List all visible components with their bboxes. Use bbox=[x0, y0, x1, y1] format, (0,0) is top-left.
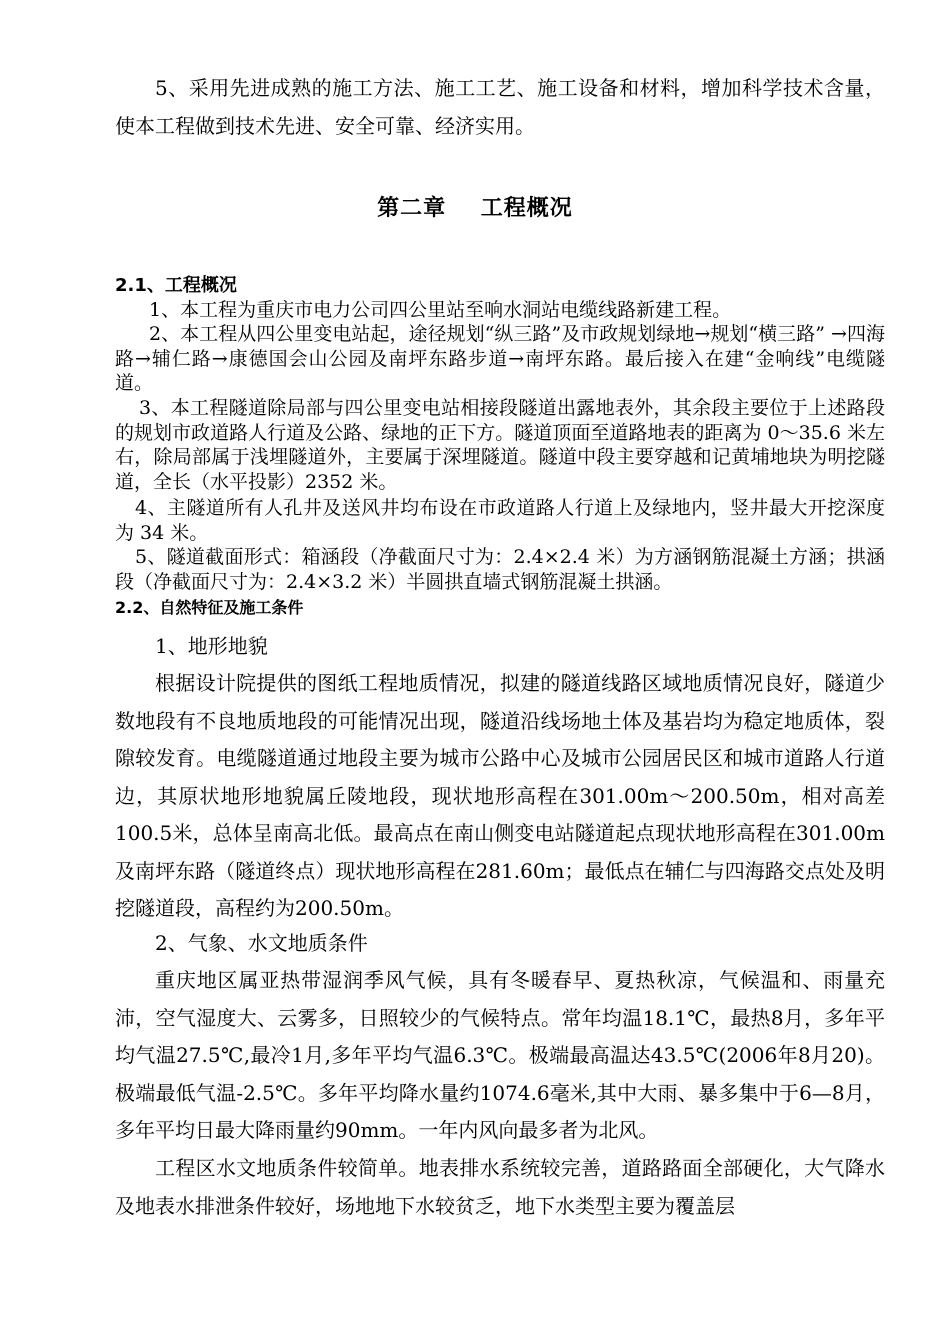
chapter-title: 第二章 工程概况 bbox=[377, 196, 573, 221]
section-2-1-item-1: 1、本工程为重庆市电力公司四公里站至响水洞站电缆线路新建工程。 bbox=[149, 299, 732, 321]
hydrogeology-paragraph: 工程区水文地质条件较简单。地表排水系统较完善，道路路面全部硬化，大气降水及地表水排泄条件较好，场地地下水较贫乏，地下水类型主要为覆盖层 bbox=[115, 1156, 885, 1218]
section-2-1-heading: 2.1、工程概况 bbox=[115, 275, 237, 296]
section-2-2-heading: 2.2、自然特征及施工条件 bbox=[115, 598, 304, 617]
terrain-subheading: 1、地形地貌 bbox=[155, 634, 268, 658]
intro-item-5: 5、采用先进成熟的施工方法、施工工艺、施工设备和材料，增加科学技术含量，使本工程做到技术先进、安全可靠、经济实用。 bbox=[115, 76, 885, 138]
section-2-1-item-2: 2、本工程从四公里变电站起，途径规划“纵三路”及市政规划绿地→规划“横三路” →四海路→辅仁路→康德国会山公园及南坪东路步道→南坪东路。最后接入在建“金响线”电缆隧道。 bbox=[115, 323, 885, 394]
terrain-paragraph: 根据设计院提供的图纸工程地质情况，拟建的隧道线路区域地质情况良好，隧道少数地段有不良地质地段的可能情况出现，隧道沿线场地土体及基岩均为稳定地质体，裂隙较发育。电缆隧道通过地段主要为城市公路中心及城市公园居民区和城市道路人行道边，其原状地形地貌属丘陵地段，现状地形高程在301.00m～200.50m，相对高差100.5米，总体呈南高北低。最高点在南山侧变电站隧道起点现状地形高程在301.00m及南坪东路（隧道终点）现状地形高程在281.60m；最低点在辅仁与四海路交点处及明挖隧道段，高程约为200.50m。 bbox=[115, 671, 885, 920]
section-2-1-item-5: 5、隧道截面形式：箱涵段（净截面尺寸为：2.4×2.4 米）为方涵钢筋混凝土方涵；拱涵段（净截面尺寸为：2.4×3.2 米）半圆拱直墙式钢筋混凝土拱涵。 bbox=[115, 546, 885, 593]
climate-subheading: 2、气象、水文地质条件 bbox=[155, 931, 368, 955]
section-2-1-item-3: 3、本工程隧道除局部与四公里变电站相接段隧道出露地表外，其余段主要位于上述路段的规划市政道路人行道及公路、绿地的正下方。隧道顶面至道路地表的距离为 0～35.6 米左右，除局部属于浅埋隧道外，主要属于深埋隧道。隧道中段主要穿越和记黄埔地块为明挖隧道，全长（水平投影）2352 米。 bbox=[115, 397, 885, 493]
climate-paragraph: 重庆地区属亚热带湿润季风气候，具有冬暖春早、夏热秋凉，气候温和、雨量充沛，空气湿度大、云雾多，日照较少的气候特点。常年均温18.1℃，最热8月，多年平均气温27.5℃,最冷1月,多年平均气温6.3℃。极端最高温达43.5℃(2006年8月20)。极端最低气温-2.5℃。多年平均降水量约1074.6毫米,其中大雨、暴多集中于6—8月，多年平均日最大降雨量约90mm。一年内风向最多者为北风。 bbox=[115, 968, 885, 1142]
section-2-1-item-4: 4、主隧道所有人孔井及送风井均布设在市政道路人行道上及绿地内，竖井最大开挖深度为 34 米。 bbox=[115, 497, 885, 544]
